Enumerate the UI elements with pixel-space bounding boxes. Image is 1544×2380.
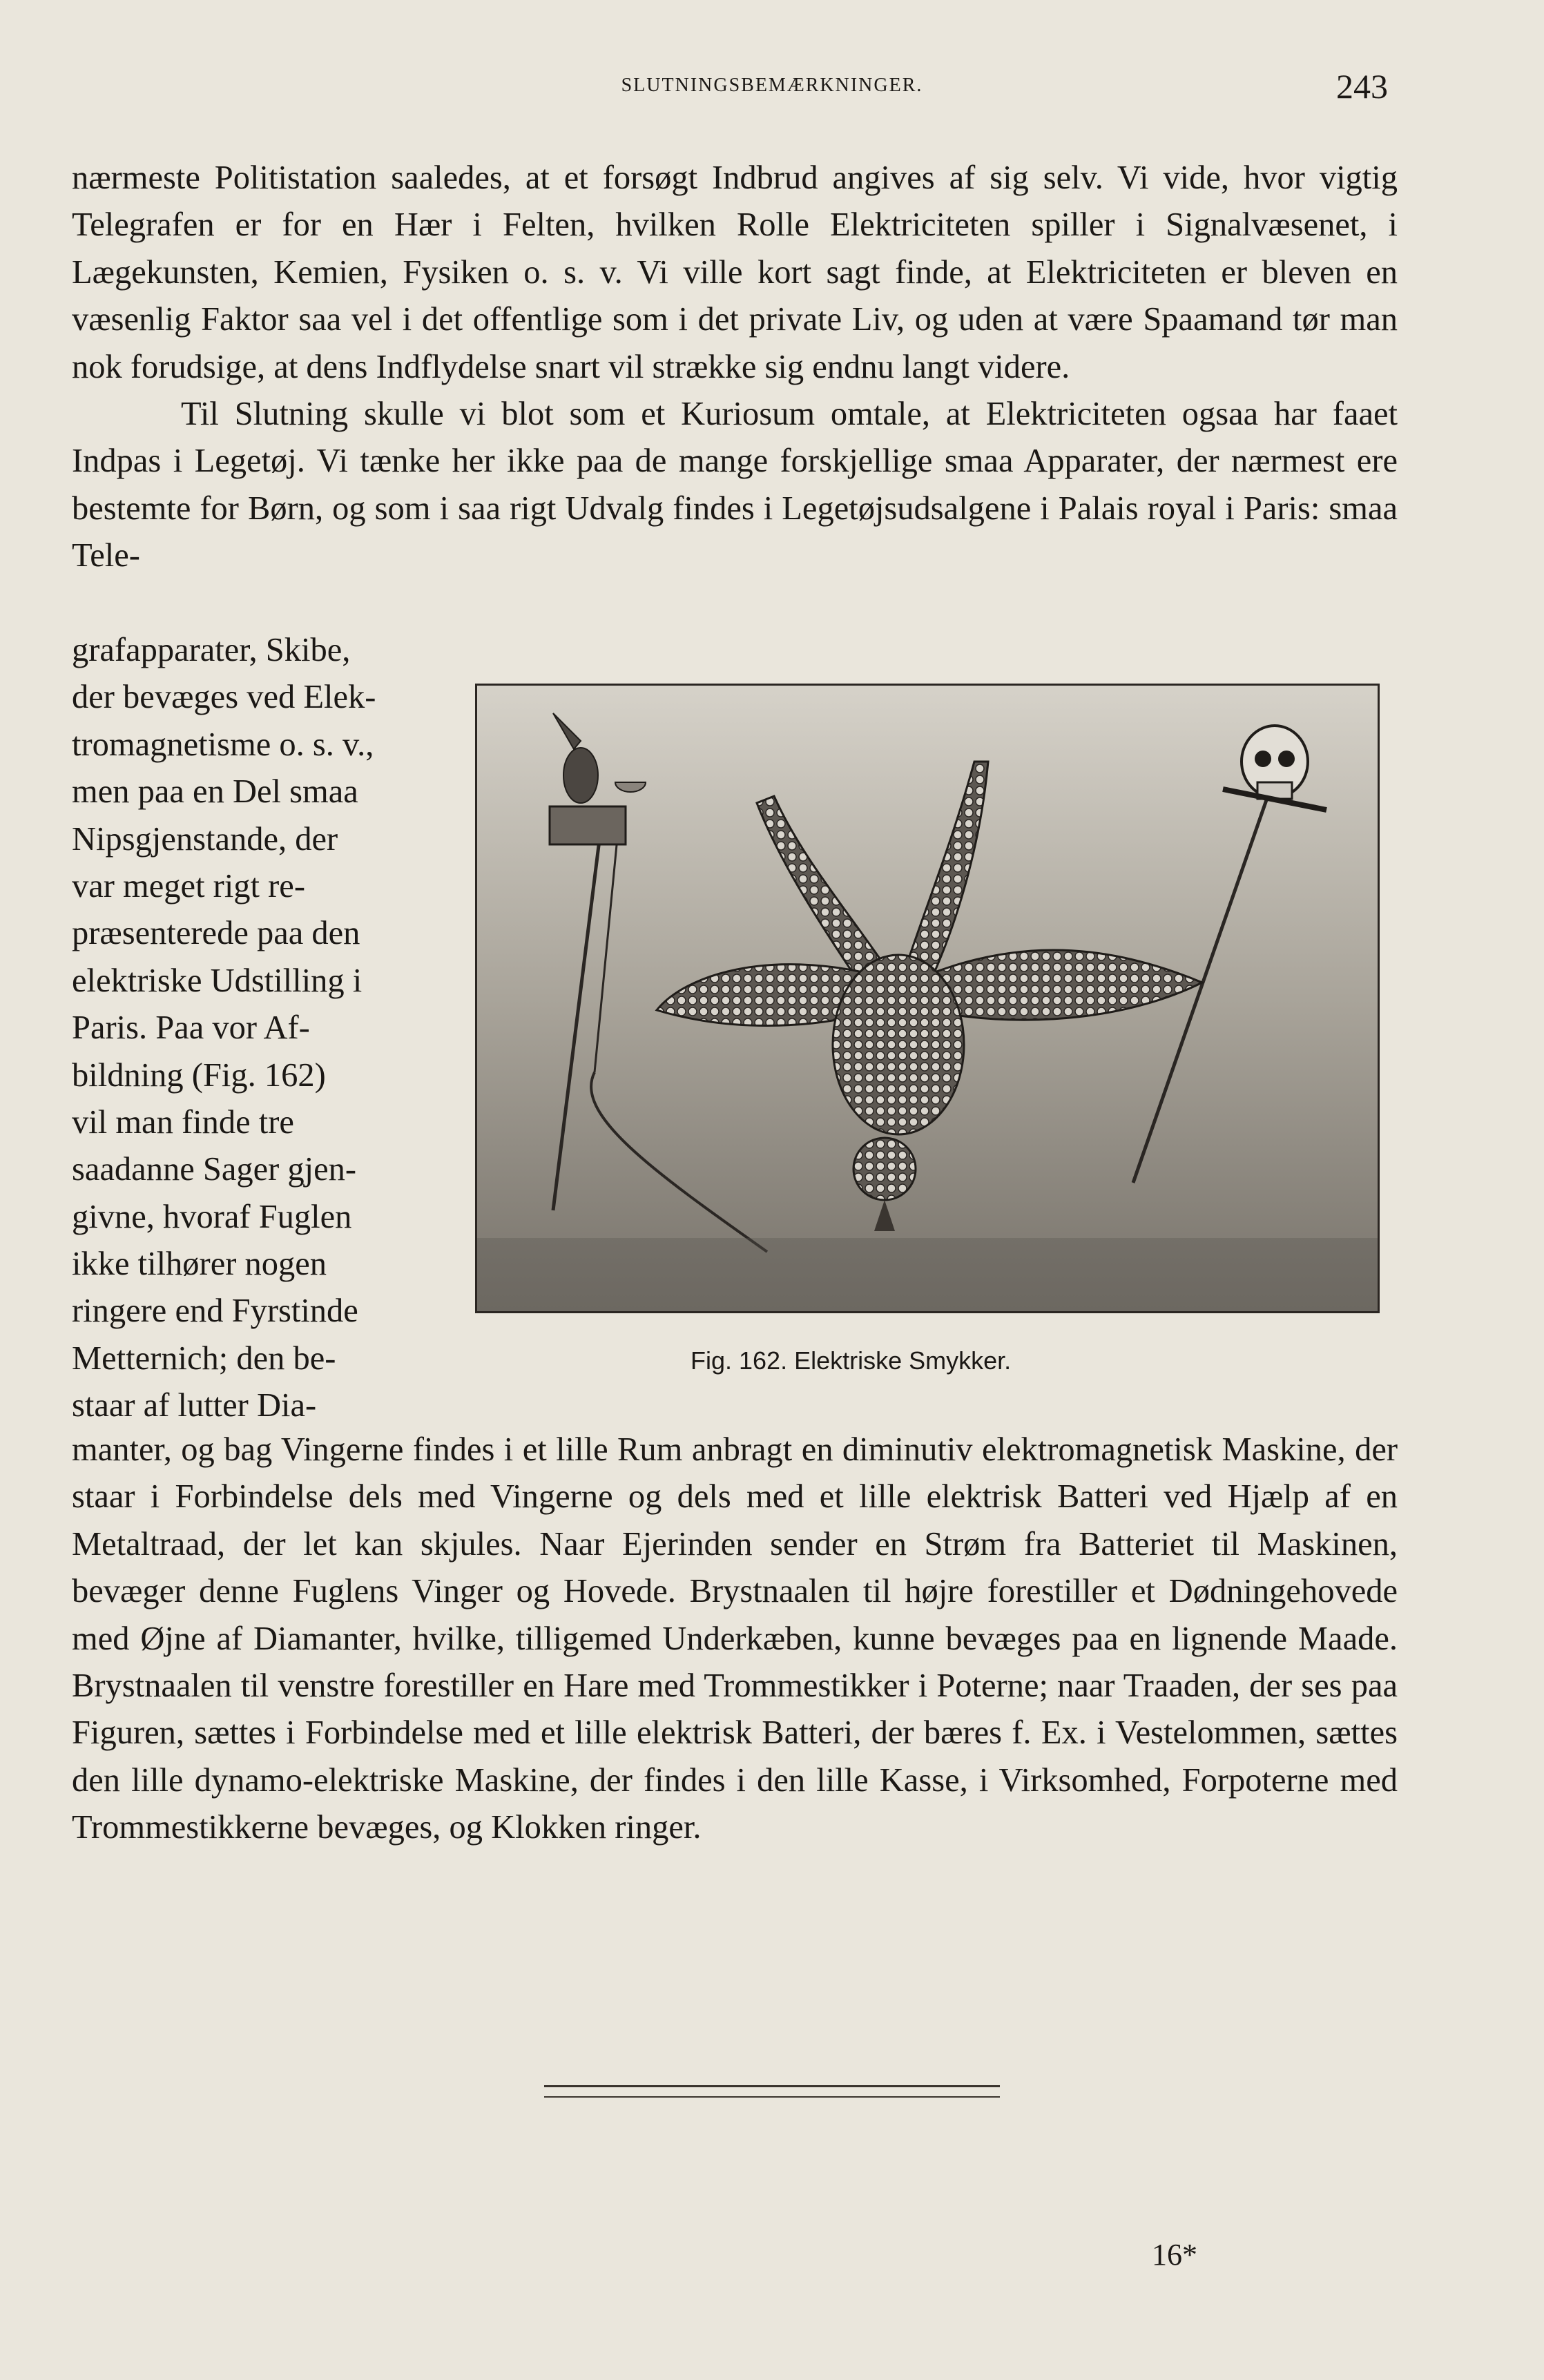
narrow-line: ikke tilhører nogen (72, 1246, 327, 1283)
bottom-text-block (72, 1426, 1398, 1852)
figure-caption: Fig. 162. Elektriske Smykker. (691, 1346, 1012, 1375)
narrow-line: Nipsgjenstande, der (72, 820, 338, 858)
narrow-line: givne, hvoraf Fuglen (72, 1198, 352, 1235)
narrow-line: saadanne Sager gjen- (72, 1151, 357, 1188)
narrow-line: præsenterede paa den (72, 915, 360, 952)
narrow-line: men paa en Del smaa (72, 773, 358, 811)
narrow-line: staar af lutter Dia- (72, 1387, 317, 1424)
engraving-illustration (477, 686, 1378, 1311)
narrow-text-column (72, 627, 427, 1430)
printer-signature-mark: 16* (1152, 2238, 1197, 2272)
top-text-block (72, 155, 1398, 580)
narrow-line: tromagnetisme o. s. v., (72, 726, 374, 763)
narrow-line: ringere end Fyrstinde (72, 1293, 358, 1330)
narrow-line: elektriske Udstilling i (72, 962, 363, 999)
narrow-line: Paris. Paa vor Af- (72, 1009, 310, 1047)
narrow-line: grafapparater, Skibe, (72, 632, 351, 668)
figure-162-engraving (475, 684, 1380, 1313)
narrow-line: bildning (Fig. 162) (72, 1056, 326, 1094)
paragraph-1: nærmeste Politistation saaledes, at et forsøgt Indbrud angives af sig selv. Vi vide, hvor vigtig Telegrafen er for en Hær i Felten, hvilken Rolle Elektriciteten spiller i Signalvæsenet, i Lægekunsten, Kemien, Fysiken o. s. v. Vi ville kort sagt finde, at Elektriciteten er bleven en væsenlig Faktor saa vel i det offentlige som i det private Liv, og uden at være Spaamand tør man nok forudsige, at dens Indflydelse snart vil strække sig endnu langt videre. (72, 159, 1398, 385)
narrow-line: Metternich; den be- (72, 1339, 336, 1377)
section-divider (544, 2085, 1000, 2087)
paragraph-2-rest: manter, og bag Vingerne findes i et lille Rum anbragt en diminutiv elektromagnetisk Maskine, der staar i Forbindelse dels med Vingerne og dels med et lille elektrisk Batteri ved Hjælp af en Metaltraad, der let kan skjules. Naar Ejerinden sender en Strøm fra Batteriet til Maskinen, bevæger denne Fuglens Vinger og Hovede. Brystnaalen til højre forestiller et Dødningehovede med Øjne af Diamanter, hvilke, tilligemed Underkæben, kunne bevæges paa en lignende Maade. Brystnaalen til venstre forestiller en Hare med Trommestikker i Poterne; naar Traaden, der ses paa Figuren, sættes i Forbindelse med et lille elektrisk Batteri, der bæres f. Ex. i Vestelommen, sættes den lille dynamo-elektriske Maskine, der findes i den lille Kasse, i Virksomhed, Forpoterne med Trommestikkerne bevæges, og Klokken ringer. (72, 1431, 1398, 1846)
running-title: SLUTNINGSBEMÆRKNINGER. (621, 75, 923, 96)
paragraph-2-lead: Til Slutning skulle vi blot som et Kuriosum omtale, at Elektriciteten ogsaa har faaet Indpas i Legetøj. Vi tænke her ikke paa de mange forskjellige smaa Apparater, der nærmest ere bestemte for Børn, og som i saa rigt Udvalg findes i Legetøjsudsalgene i Palais royal i Paris: smaa Tele- (72, 396, 1398, 574)
narrow-line: der bevæges ved Elek- (72, 679, 376, 716)
section-divider-thin (544, 2096, 1000, 2098)
page-number: 243 (1336, 67, 1388, 106)
narrow-line: var meget rigt re- (72, 867, 305, 904)
narrow-line: vil man finde tre (72, 1103, 294, 1141)
